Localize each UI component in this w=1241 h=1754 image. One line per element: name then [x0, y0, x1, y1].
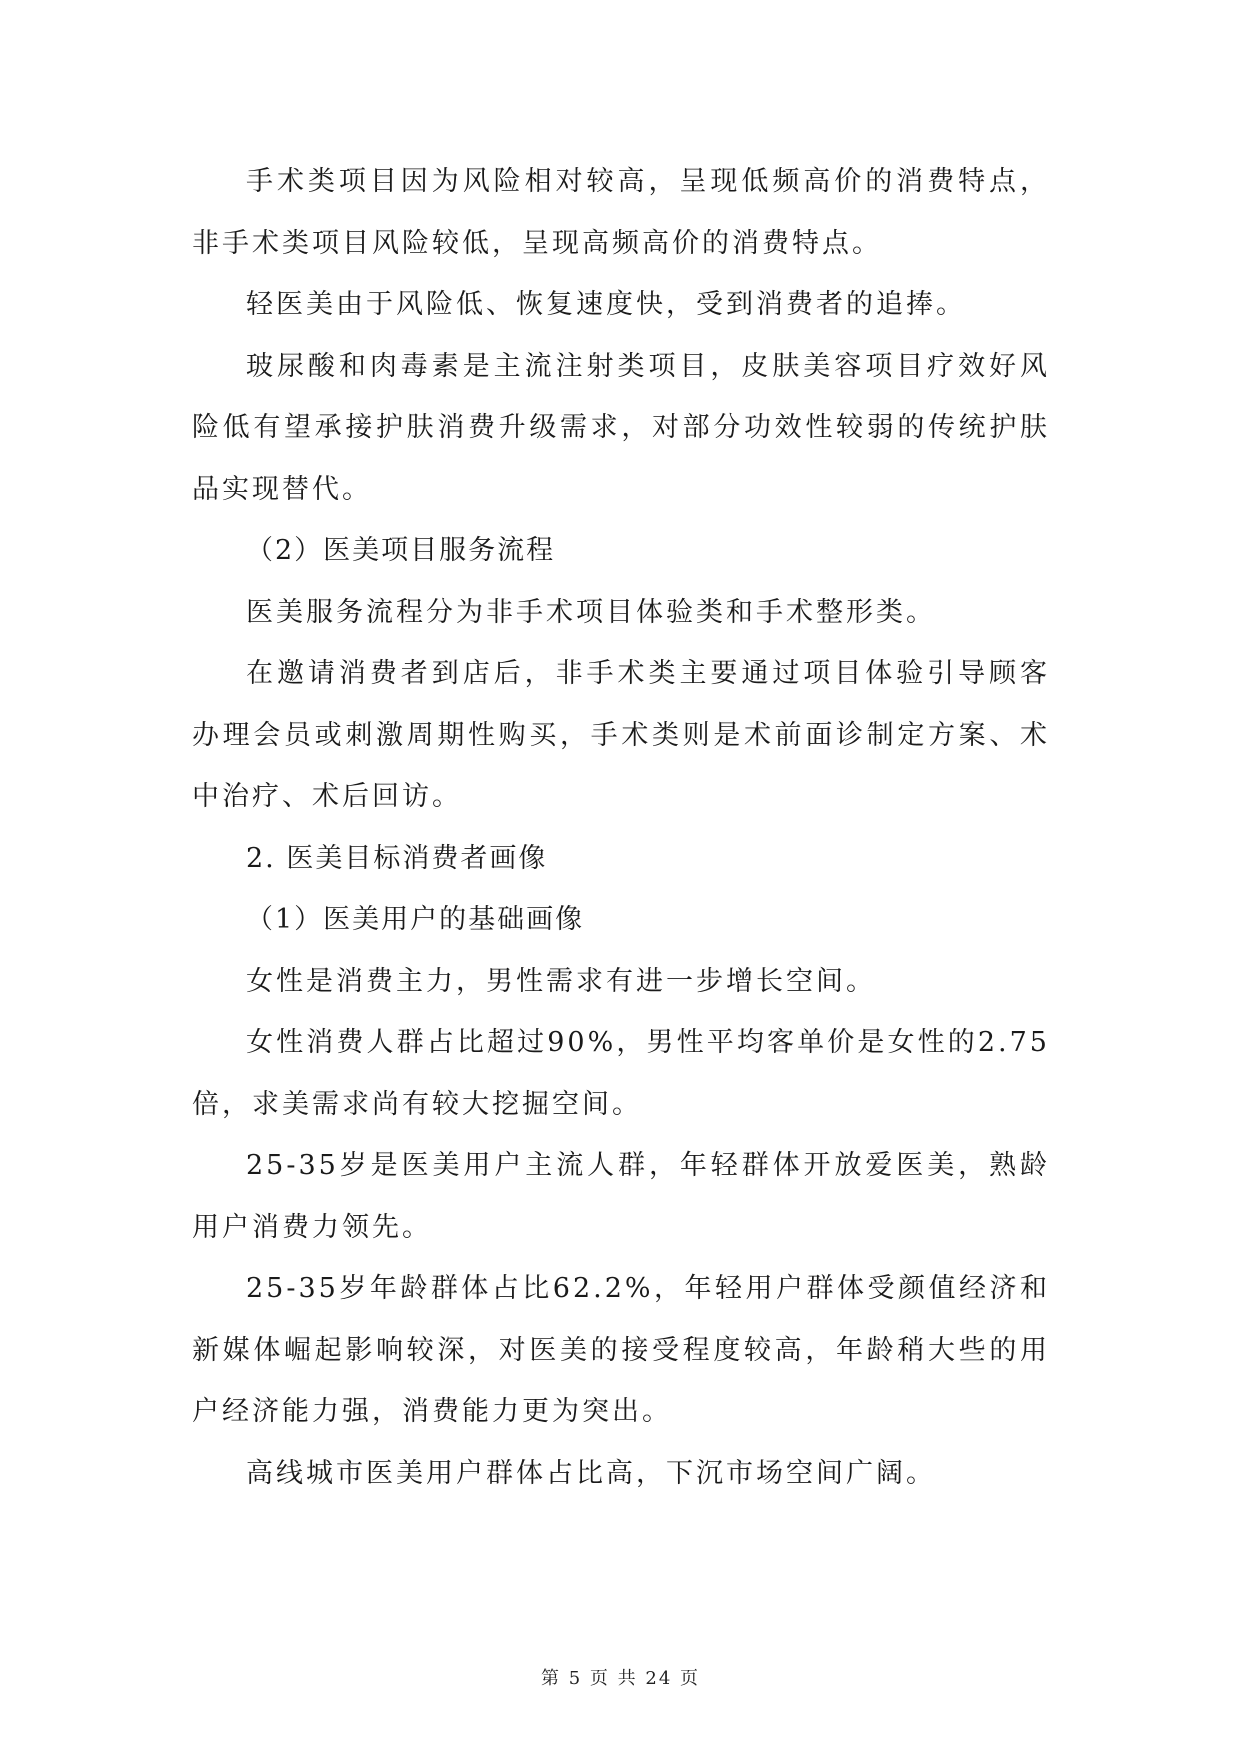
section-heading-consumer-profile: 2. 医美目标消费者画像	[246, 842, 548, 874]
paragraph-injectables: 玻尿酸和肉毒素是主流注射类项目，皮肤美容项目疗效好风险低有望承接护肤消费升级需求，对部分功效性较弱的传统护肤品实现替代。	[192, 350, 1050, 505]
paragraph-gender-stats: 女性消费人群占比超过90%，男性平均客单价是女性的2.75倍，求美需求尚有较大挖掘空间。	[192, 1027, 1050, 1120]
footer-suffix: 页	[680, 1668, 701, 1689]
page-footer	[0, 1664, 1241, 1690]
paragraph-surgical-vs-nonsurgical: 手术类项目因为风险相对较高，呈现低频高价的消费特点，非手术类项目风险较低，呈现高频高价的消费特点。	[192, 166, 1050, 259]
paragraph-age-stats: 25-35岁年龄群体占比62.2%，年轻用户群体受颜值经济和新媒体崛起影响较深，对医美的接受程度较高，年龄稍大些的用户经济能力强，消费能力更为突出。	[192, 1273, 1050, 1427]
paragraph-gender-summary: 女性是消费主力，男性需求有进一步增长空间。	[246, 965, 876, 997]
subsection-heading-basic-profile: （1）医美用户的基础画像	[246, 904, 585, 935]
footer-prefix: 第	[540, 1668, 561, 1689]
document-body	[192, 151, 1050, 1504]
section-heading-service-process: （2）医美项目服务流程	[246, 535, 556, 566]
footer-current-page: 5	[568, 1668, 583, 1689]
paragraph-city-tier: 高线城市医美用户群体占比高，下沉市场空间广阔。	[246, 1457, 936, 1489]
paragraph-light-aesthetics: 轻医美由于风险低、恢复速度快，受到消费者的追捧。	[246, 289, 966, 320]
footer-total-pages: 24	[645, 1668, 673, 1689]
paragraph-age-summary: 25-35岁是医美用户主流人群，年轻群体开放爱医美，熟龄用户消费力领先。	[192, 1150, 1050, 1243]
footer-middle: 页 共	[589, 1668, 638, 1689]
paragraph-service-types: 医美服务流程分为非手术项目体验类和手术整形类。	[246, 596, 936, 628]
paragraph-in-store-process: 在邀请消费者到店后，非手术类主要通过项目体验引导顾客办理会员或刺激周期性购买，手术类则是术前面诊制定方案、术中治疗、术后回访。	[192, 658, 1050, 812]
